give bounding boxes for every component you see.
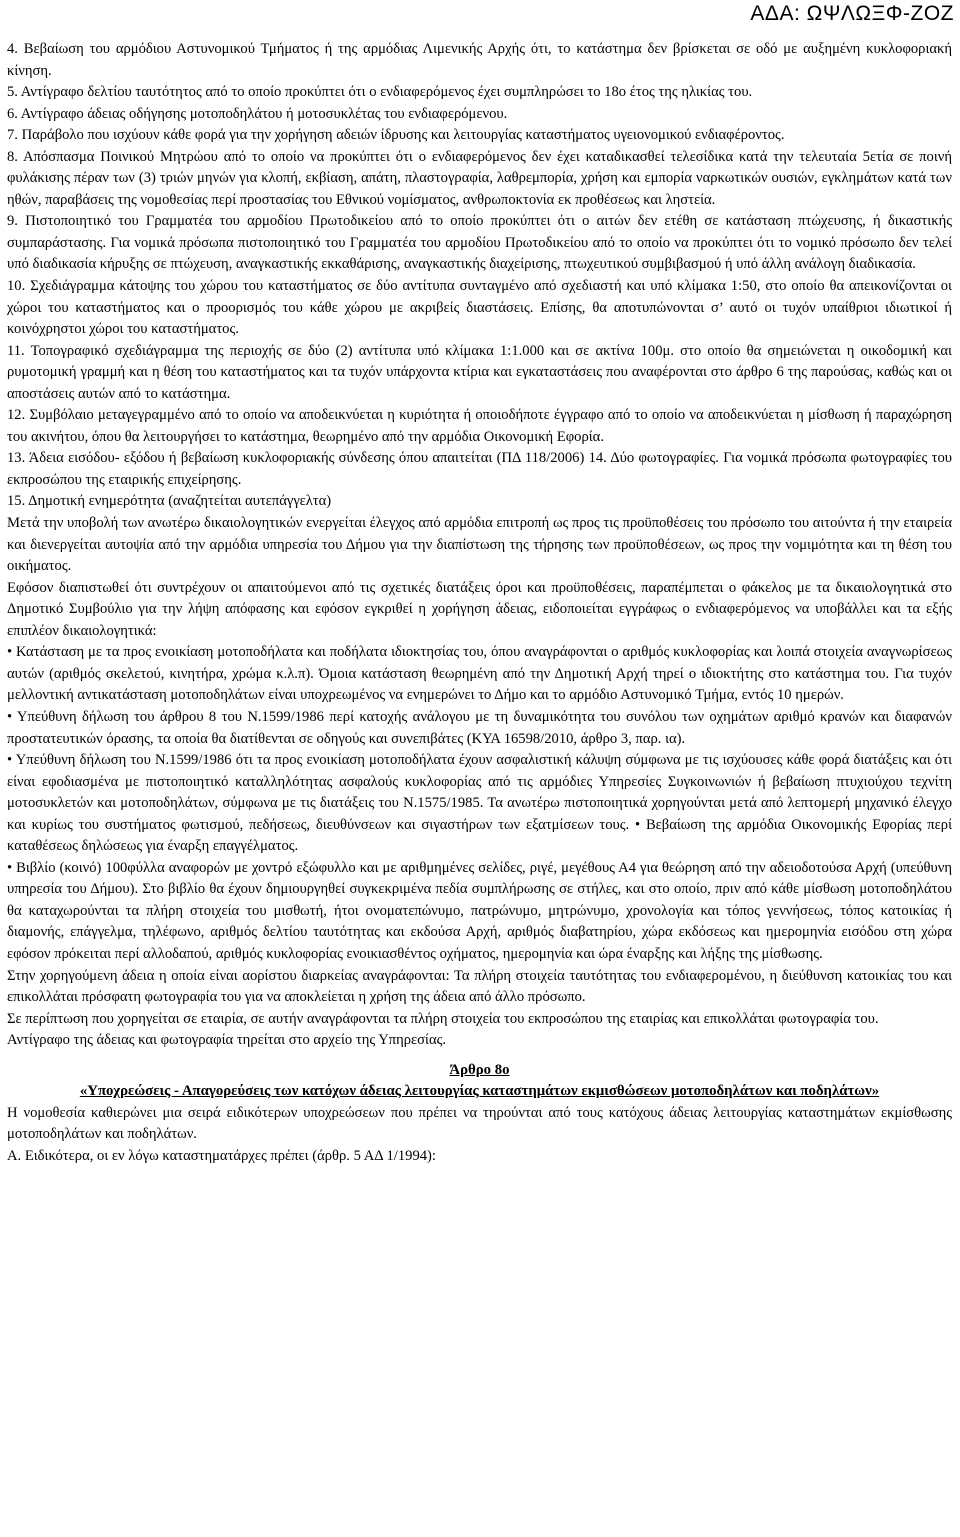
article-body-paragraph: Η νομοθεσία καθιερώνει μια σειρά ειδικότερων υποχρεώσεων που πρέπει να τηρούνται από τους κατόχους άδειας λειτουργίας καταστημάτων εκμίσθωσης μοτοποδηλάτων και ποδηλάτων. <box>7 1104 952 1143</box>
article-title: Άρθρο 8ο <box>449 1061 510 1078</box>
paragraph-item-11: 11. Τοπογραφικό σχεδιάγραμμα της περιοχής σε δύο (2) αντίτυπα υπό κλίμακα 1:1.000 και σε ακτίνα 100μ. στο οποίο θα σημειώνεται η οικοδομική και ρυμοτομική γραμμή και η θέση του καταστήματος και τα τυχόν υπάρχοντα κτίρια και εγκαταστάσεις που αναφέρονται στο άρθρο 6 της παρούσας, καθώς και οι αποστάσεις αυτών από το κατάστημα. <box>7 342 952 402</box>
document-page <box>7 39 952 1167</box>
paragraph-item-4: 4. Βεβαίωση του αρμόδιου Αστυνομικού Τμήματος ή της αρμόδιας Λιμενικής Αρχής ότι, το κατάστημα δεν βρίσκεται σε οδό με αυξημένη κυκλοφοριακή κίνηση. <box>7 41 952 79</box>
bullet-vehicle-list: • Κατάσταση με τα προς ενοικίαση μοτοποδήλατα και ποδήλατα ιδιοκτησίας του, όπου αναγράφονται ο αριθμός κυκλοφορίας και λοιπά στοιχεία αναγνωρίσεως αυτών (αριθμός σκελετού, κινητήρα, χρώμα κ.λ.π). Όμοια κατάσταση θεωρημένη από την Δημοτική Αρχή τηρεί ο ιδιοκτήτης στο κατάστημα του. Για τυχόν μελλοντική αντικατάσταση μοτοποδηλάτων είναι υποχρεωμένος να ενημερώνει το Δήμο και το αρμόδιο Αστυνομικό Τμήμα, εντός 10 ημερών. <box>7 644 952 704</box>
paragraph-item-5: 5. Αντίγραφο δελτίου ταυτότητος από το οποίο προκύπτει ότι ο ενδιαφερόμενος έχει συμπληρώσει το 18ο έτος της ηλικίας του. <box>7 84 753 101</box>
paragraph-item-12: 12. Συμβόλαιο μεταγεγραμμένο από το οποίο να αποδεικνύεται η κυριότητα ή οποιοδήποτε έγγραφο από το οποίο να αποδεικνύεται η μίσθωση ή παραχώρηση του ακινήτου, όπου θα λειτουργήσει το κατάστημα, θεωρημένο από την αρμόδια Οικονομική Εφορία. <box>7 407 952 445</box>
paragraph-item-7: 7. Παράβολο που ισχύουν κάθε φορά για την χορήγηση αδειών ίδρυσης και λειτουργίας καταστήματος υγειονομικού ενδιαφέροντος. <box>7 127 785 144</box>
paragraph-item-10: 10. Σχεδιάγραμμα κάτοψης του χώρου του καταστήματος σε δύο αντίτυπα συνταγμένο από σχεδιαστή και υπό κλίμακα 1:50, στο οποίο θα απεικονίζονται οι χώροι του καταστήματος και ο προορισμός του κάθε χώρου με ακριβείς διαστάσεις. Επίσης, θα αποτυπώνονται σ’ αυτό οι τυχόν υπαίθριοι ιδιωτικοί ή κοινόχρηστοι χώροι του καταστήματος. <box>7 278 952 338</box>
paragraph-company-license: Σε περίπτωση που χορηγείται σε εταιρία, σε αυτήν αναγράφονται τα πλήρη στοιχεία του εκπροσώπου της εταιρίας και επικολλάται φωτογραφία του. <box>7 1010 879 1027</box>
paragraph-license-copy: Αντίγραφο της άδειας και φωτογραφία τηρείται στο αρχείο της Υπηρεσίας. <box>7 1032 447 1049</box>
paragraph-approval: Εφόσον διαπιστωθεί ότι συντρέχουν οι απαιτούμενοι από τις σχετικές διατάξεις όροι και προϋποθέσεις, παραπέμπεται ο φάκελος με τα δικαιολογητικά στο Δημοτικό Συμβούλιο για την λήψη απόφασης και εφόσον εγκριθεί η χορήγηση άδειας, ειδοποιείται εγγράφως ο ενδιαφερόμενος να υποβάλλει και τα εξής επιπλέον δικαιολογητικά: <box>7 579 952 639</box>
ada-code: ΑΔΑ: ΩΨΛΩΞΦ-ΖΟΖ <box>750 2 954 25</box>
paragraph-license-details: Στην χορηγούμενη άδεια η οποία είναι αορίστου διαρκείας αναγράφονται: Τα πλήρη στοιχεία ταυτότητας του ενδιαφερομένου, η διεύθυνση κατοικίας του και επικολλάται πρόσφατη φωτογραφία του για να αποκλείεται η χρήση της άδεια από άλλο πρόσωπο. <box>7 967 952 1006</box>
bullet-helmets-declaration: • Υπεύθυνη δήλωση του άρθρου 8 του Ν.1599/1986 περί κατοχής ανάλογου με τη δυναμικότητα του συνόλου των οχημάτων αριθμό κρανών και διαφανών προστατευτικών όρασης, τα οποία θα διατίθενται σε οδηγούς και συνεπιβάτες (ΚΥΑ 16598/2010, άρθρο 3, παρ. ια). <box>7 708 952 747</box>
paragraph-item-15: 15. Δημοτική ενημερότητα (αναζητείται αυτεπάγγελτα) <box>7 493 332 510</box>
bullet-rental-book: • Βιβλίο (κοινό) 100φύλλα αναφορών με χοντρό εξώφυλλο και με αριθμημένες σελίδες, ριγέ, μεγέθους Α4 για θεώρηση από την αδειοδοτούσα Αρχή (υπεύθυνη υπηρεσία του Δήμου). Στο βιβλίο θα έχουν δημιουργηθεί συγκεκριμένα πεδία συμπλήρωσης σε στήλες, και στο οποίο, πριν από κάθε μίσθωση μοτοποδηλάτου θα καταχωρούνται τα πλήρη στοιχεία του μισθωτή, ήτοι ονοματεπώνυμο, πατρώνυμο, μητρώνυμο, χρονολογία και τόπος γεννήσεως, τόπος κατοικίας ή διαμονής, επάγγελμα, τηλέφωνο, αριθμός δελτίου ταυτότητας και εκδούσα Αρχή, αριθμός διαβατηρίου, χώρα εκδόσεως και ημερομηνία εισόδου στη χώρα εφόσον πρόκειται περί αλλοδαπού, αριθμός κυκλοφορίας ενοικιασθέντος οχήματος, ημερομηνία και ώρα έναρξης και λήξης της μίσθωσης. <box>7 859 952 962</box>
bullet-insurance-declaration: • Υπεύθυνη δήλωση του Ν.1599/1986 ότι τα προς ενοικίαση μοτοποδήλατα έχουν ασφαλιστική κάλυψη σύμφωνα με τις ισχύουσες κάθε φορά διατάξεις και ότι είναι εφοδιασμένα με πιστοποιητικό καταλληλότητας ασφαλούς κυκλοφορίας από τις αρμόδιες Υπηρεσίες Συγκοινωνιών ή βεβαίωση πτυχιούχου τεχνίτη μοτοσυκλετών και μοτοποδηλάτων, σύμφωνα με τις διατάξεις του Ν.1575/1985. Τα ανωτέρω πιστοποιητικά χορηγούνται μετά από λεπτομερή μηχανικό έλεγχο και κυρίως του συστήματος φωτισμού, πεδήσεως, διευθύνσεων και σιγαστήρων των εξατμίσεων τους. • Βεβαίωση της αρμόδια Οικονομικής Εφορίας περί καταθέσεως δηλώσεως για έναρξη επαγγέλματος. <box>7 752 952 855</box>
paragraph-item-8: 8. Απόσπασμα Ποινικού Μητρώου από το οποίο να προκύπτει ότι ο ενδιαφερόμενος δεν έχει καταδικασθεί τελεσίδικα κατά την τελευταία 5ετία σε ποινή φυλάκισης πέραν των (3) τριών μηνών για κλοπή, εκβίαση, απάτη, πλαστογραφία, λαθρεμπορία, χρήση και εμπορία ναρκωτικών ουσιών, εγκλημάτων κατά των ηθών, παραβάσεις της νομοθεσίας περί προστασίας του Εθνικού νομίσματος, ανθρωποκτονία εκ προθέσεως και ληστεία. <box>7 148 952 208</box>
article-heading: «Υποχρεώσεις - Απαγορεύσεις των κατόχων άδειας λειτουργίας καταστημάτων εκμισθώσεων μοτοποδηλάτων και ποδηλάτων» <box>79 1083 880 1100</box>
paragraph-item-9: 9. Πιστοποιητικό του Γραμματέα του αρμοδίου Πρωτοδικείου από το οποίο προκύπτει ότι ο αιτών δεν ετέθη σε κατάσταση πτώχευσης, ή δικαστικής συμπαράστασης. Για νομικά πρόσωπα πιστοποιητικό του Γραμματέα του αρμοδίου Πρωτοδικείου από το οποίο να προκύπτει ότι το νομικό πρόσωπο δεν τελεί υπό διαδικασία κήρυξης σε πτώχευση, αναγκαστικής εκκαθάρισης, αναγκαστικής διαχείρισης, πτωχευτικού συμβιβασμού ή υπό άλλη ανάλογη διαδικασία. <box>7 213 952 273</box>
paragraph-item-13-14: 13. Άδεια εισόδου- εξόδου ή βεβαίωση κυκλοφοριακής σύνδεσης όπου απαιτείται (ΠΔ 118/2006) 14. Δύο φωτογραφίες. Για νομικά πρόσωπα φωτογραφίες του εκπροσώπου της εταιρικής επιχείρησης. <box>7 450 952 488</box>
paragraph-procedure: Μετά την υποβολή των ανωτέρω δικαιολογητικών ενεργείται έλεγχος από αρμόδια επιτροπή ως προς τις προϋποθέσεις του πρόσωπο του αιτούντα ή την εταιρεία και διενεργείται αυτοψία από την αρμόδια υπηρεσία του Δήμου για την διαπίστωση της τήρησης των προϋποθέσεων, ως προς την νομιμότητα και τη θέση του οικήματος. <box>7 515 952 575</box>
article-body-paragraph: Α. Ειδικότερα, οι εν λόγω καταστηματάρχες πρέπει (άρθρ. 5 ΑΔ 1/1994): <box>7 1147 436 1164</box>
paragraph-item-6: 6. Αντίγραφο άδειας οδήγησης μοτοποδηλάτου ή μοτοσυκλέτας του ενδιαφερόμενου. <box>7 105 508 122</box>
